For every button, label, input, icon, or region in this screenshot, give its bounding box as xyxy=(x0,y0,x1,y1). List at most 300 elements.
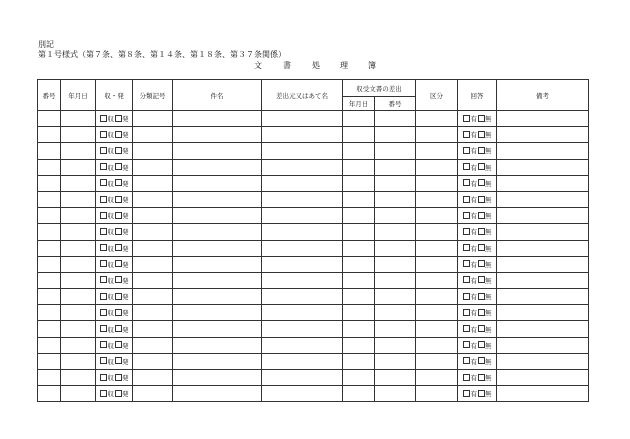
no-label: 無 xyxy=(485,147,492,156)
checkbox-icon[interactable] xyxy=(115,374,122,381)
table-cell[interactable] xyxy=(343,191,375,207)
send-label: 発 xyxy=(122,228,129,237)
reply-cell[interactable] xyxy=(458,208,497,224)
table-cell[interactable] xyxy=(61,321,96,337)
checkbox-icon[interactable] xyxy=(478,293,485,300)
table-cell[interactable] xyxy=(375,337,416,353)
recv-send-cell[interactable] xyxy=(96,240,133,256)
reply-cell[interactable] xyxy=(458,370,497,386)
table-cell[interactable] xyxy=(375,370,416,386)
table-cell[interactable] xyxy=(416,175,458,191)
table-cell[interactable] xyxy=(343,256,375,272)
table-cell[interactable] xyxy=(61,224,96,240)
checkbox-icon[interactable] xyxy=(100,260,107,267)
checkbox-icon[interactable] xyxy=(463,293,470,300)
col-header-recv-send: 収・発 xyxy=(96,80,133,111)
table-cell[interactable] xyxy=(173,321,262,337)
yes-label: 有 xyxy=(470,115,477,124)
recv-send-cell[interactable] xyxy=(96,159,133,175)
yes-label: 有 xyxy=(470,309,477,318)
checkbox-icon[interactable] xyxy=(463,163,470,170)
table-cell[interactable] xyxy=(343,111,375,127)
checkbox-icon[interactable] xyxy=(478,309,485,316)
table-cell[interactable] xyxy=(262,175,343,191)
checkbox-icon[interactable] xyxy=(100,309,107,316)
checkbox-icon[interactable] xyxy=(463,196,470,203)
send-label: 発 xyxy=(122,212,129,221)
recv-send-cell[interactable] xyxy=(96,386,133,402)
checkbox-icon[interactable] xyxy=(115,357,122,364)
table-cell[interactable] xyxy=(61,386,96,402)
checkbox-icon[interactable] xyxy=(115,212,122,219)
table-cell[interactable] xyxy=(343,240,375,256)
table-cell[interactable] xyxy=(173,127,262,143)
table-cell[interactable] xyxy=(173,256,262,272)
reply-cell[interactable] xyxy=(458,321,497,337)
table-cell[interactable] xyxy=(262,143,343,159)
table-cell[interactable] xyxy=(133,305,173,321)
table-cell[interactable] xyxy=(61,175,96,191)
checkbox-icon[interactable] xyxy=(100,276,107,283)
checkbox-icon[interactable] xyxy=(463,276,470,283)
table-cell[interactable] xyxy=(38,321,61,337)
table-cell[interactable] xyxy=(416,143,458,159)
table-cell[interactable] xyxy=(375,289,416,305)
table-cell[interactable] xyxy=(416,159,458,175)
table-cell[interactable] xyxy=(497,353,589,369)
checkbox-icon[interactable] xyxy=(478,390,485,397)
table-cell[interactable] xyxy=(262,386,343,402)
table-cell[interactable] xyxy=(133,127,173,143)
table-cell[interactable] xyxy=(262,159,343,175)
checkbox-icon[interactable] xyxy=(463,244,470,251)
table-cell[interactable] xyxy=(262,240,343,256)
checkbox-icon[interactable] xyxy=(100,196,107,203)
recv-send-cell[interactable] xyxy=(96,272,133,288)
table-cell[interactable] xyxy=(61,159,96,175)
table-cell[interactable] xyxy=(262,272,343,288)
recv-send-cell[interactable] xyxy=(96,256,133,272)
send-label: 発 xyxy=(122,341,129,350)
recv-send-cell[interactable] xyxy=(96,305,133,321)
table-cell[interactable] xyxy=(173,159,262,175)
table-cell[interactable] xyxy=(61,240,96,256)
recv-send-cell[interactable] xyxy=(96,224,133,240)
table-cell[interactable] xyxy=(343,337,375,353)
table-cell[interactable] xyxy=(262,305,343,321)
table-cell[interactable] xyxy=(343,175,375,191)
checkbox-icon[interactable] xyxy=(100,115,107,122)
send-label: 発 xyxy=(122,260,129,269)
table-cell[interactable] xyxy=(173,240,262,256)
reply-cell[interactable] xyxy=(458,224,497,240)
table-cell[interactable] xyxy=(61,272,96,288)
table-cell[interactable] xyxy=(38,143,61,159)
yes-label: 有 xyxy=(470,357,477,366)
table-cell[interactable] xyxy=(133,111,173,127)
table-cell[interactable] xyxy=(416,208,458,224)
table-cell[interactable] xyxy=(497,272,589,288)
table-cell[interactable] xyxy=(38,191,61,207)
table-cell[interactable] xyxy=(497,305,589,321)
table-cell[interactable] xyxy=(497,191,589,207)
table-cell[interactable] xyxy=(133,370,173,386)
reply-cell[interactable] xyxy=(458,240,497,256)
reply-cell[interactable] xyxy=(458,111,497,127)
checkbox-icon[interactable] xyxy=(115,196,122,203)
checkbox-icon[interactable] xyxy=(463,390,470,397)
table-cell[interactable] xyxy=(262,321,343,337)
table-cell[interactable] xyxy=(38,111,61,127)
reply-cell[interactable] xyxy=(458,289,497,305)
checkbox-icon[interactable] xyxy=(463,260,470,267)
table-cell[interactable] xyxy=(497,175,589,191)
table-cell[interactable] xyxy=(173,305,262,321)
table-cell[interactable] xyxy=(343,159,375,175)
checkbox-icon[interactable] xyxy=(100,325,107,332)
yes-label: 有 xyxy=(470,341,477,350)
table-cell[interactable] xyxy=(343,321,375,337)
table-cell[interactable] xyxy=(133,353,173,369)
recv-send-cell[interactable] xyxy=(96,175,133,191)
checkbox-icon[interactable] xyxy=(115,293,122,300)
recv-send-cell[interactable] xyxy=(96,337,133,353)
form-number: 第１号様式（第７条、第８条、第１４条、第１８条、第３７条関係） xyxy=(38,50,286,59)
recv-label: 収 xyxy=(107,115,114,124)
table-cell[interactable] xyxy=(173,353,262,369)
send-label: 発 xyxy=(122,179,129,188)
table-cell[interactable] xyxy=(38,353,61,369)
table-cell[interactable] xyxy=(38,127,61,143)
checkbox-icon[interactable] xyxy=(115,244,122,251)
table-cell[interactable] xyxy=(375,353,416,369)
table-cell[interactable] xyxy=(61,256,96,272)
checkbox-icon[interactable] xyxy=(463,374,470,381)
table-cell[interactable] xyxy=(416,256,458,272)
table-cell[interactable] xyxy=(38,386,61,402)
table-cell[interactable] xyxy=(133,386,173,402)
reply-cell[interactable] xyxy=(458,353,497,369)
table-cell[interactable] xyxy=(173,191,262,207)
checkbox-icon[interactable] xyxy=(478,244,485,251)
table-cell[interactable] xyxy=(173,224,262,240)
table-cell[interactable] xyxy=(38,224,61,240)
table-cell[interactable] xyxy=(61,143,96,159)
checkbox-icon[interactable] xyxy=(478,115,485,122)
yes-label: 有 xyxy=(470,147,477,156)
table-cell[interactable] xyxy=(375,272,416,288)
table-cell[interactable] xyxy=(375,143,416,159)
table-cell[interactable] xyxy=(416,321,458,337)
checkbox-icon[interactable] xyxy=(100,163,107,170)
table-cell[interactable] xyxy=(375,159,416,175)
checkbox-icon[interactable] xyxy=(100,147,107,154)
table-cell[interactable] xyxy=(133,272,173,288)
table-cell[interactable] xyxy=(343,127,375,143)
checkbox-icon[interactable] xyxy=(478,196,485,203)
checkbox-icon[interactable] xyxy=(463,357,470,364)
table-cell[interactable] xyxy=(343,224,375,240)
reply-cell[interactable] xyxy=(458,256,497,272)
table-cell[interactable] xyxy=(375,321,416,337)
table-cell[interactable] xyxy=(61,353,96,369)
table-cell[interactable] xyxy=(416,353,458,369)
table-cell[interactable] xyxy=(262,224,343,240)
table-cell[interactable] xyxy=(38,175,61,191)
yes-label: 有 xyxy=(470,276,477,285)
table-cell[interactable] xyxy=(375,256,416,272)
table-cell[interactable] xyxy=(416,305,458,321)
recv-label: 収 xyxy=(107,276,114,285)
table-cell[interactable] xyxy=(61,305,96,321)
table-cell[interactable] xyxy=(497,240,589,256)
checkbox-icon[interactable] xyxy=(115,131,122,138)
table-cell[interactable] xyxy=(38,305,61,321)
table-cell[interactable] xyxy=(133,191,173,207)
checkbox-icon[interactable] xyxy=(478,276,485,283)
table-cell[interactable] xyxy=(416,191,458,207)
table-row xyxy=(38,256,589,272)
checkbox-icon[interactable] xyxy=(115,276,122,283)
reply-cell[interactable] xyxy=(458,127,497,143)
checkbox-icon[interactable] xyxy=(115,390,122,397)
table-cell[interactable] xyxy=(497,289,589,305)
checkbox-icon[interactable] xyxy=(100,131,107,138)
checkbox-icon[interactable] xyxy=(115,309,122,316)
table-cell[interactable] xyxy=(262,208,343,224)
table-cell[interactable] xyxy=(375,386,416,402)
reply-cell[interactable] xyxy=(458,386,497,402)
yes-label: 有 xyxy=(470,244,477,253)
col-header-number: 番号 xyxy=(38,80,61,111)
checkbox-icon[interactable] xyxy=(115,325,122,332)
table-cell[interactable] xyxy=(497,111,589,127)
table-cell[interactable] xyxy=(133,240,173,256)
recv-send-cell[interactable] xyxy=(96,353,133,369)
recv-send-cell[interactable] xyxy=(96,111,133,127)
checkbox-icon[interactable] xyxy=(115,147,122,154)
table-cell[interactable] xyxy=(262,289,343,305)
table-cell[interactable] xyxy=(375,240,416,256)
table-cell[interactable] xyxy=(375,175,416,191)
table-cell[interactable] xyxy=(343,353,375,369)
table-cell[interactable] xyxy=(38,240,61,256)
checkbox-icon[interactable] xyxy=(463,309,470,316)
checkbox-icon[interactable] xyxy=(463,131,470,138)
table-cell[interactable] xyxy=(173,386,262,402)
table-cell[interactable] xyxy=(262,191,343,207)
recv-send-cell[interactable] xyxy=(96,289,133,305)
checkbox-icon[interactable] xyxy=(115,179,122,186)
table-cell[interactable] xyxy=(173,143,262,159)
table-cell[interactable] xyxy=(38,256,61,272)
recv-send-cell[interactable] xyxy=(96,191,133,207)
recv-send-cell[interactable] xyxy=(96,321,133,337)
table-cell[interactable] xyxy=(38,337,61,353)
recv-label: 収 xyxy=(107,260,114,269)
table-cell[interactable] xyxy=(416,272,458,288)
table-cell[interactable] xyxy=(61,289,96,305)
table-cell[interactable] xyxy=(343,143,375,159)
table-cell[interactable] xyxy=(133,256,173,272)
table-cell[interactable] xyxy=(173,370,262,386)
col-header-division: 区分 xyxy=(416,80,458,111)
col-header-remarks: 備考 xyxy=(497,80,589,111)
table-cell[interactable] xyxy=(416,289,458,305)
table-cell[interactable] xyxy=(375,111,416,127)
table-cell[interactable] xyxy=(173,289,262,305)
checkbox-icon[interactable] xyxy=(463,228,470,235)
reply-cell[interactable] xyxy=(458,305,497,321)
table-cell[interactable] xyxy=(375,191,416,207)
checkbox-icon[interactable] xyxy=(478,212,485,219)
table-cell[interactable] xyxy=(38,272,61,288)
table-cell[interactable] xyxy=(343,289,375,305)
table-cell[interactable] xyxy=(133,337,173,353)
table-cell[interactable] xyxy=(262,370,343,386)
table-cell[interactable] xyxy=(262,127,343,143)
table-cell[interactable] xyxy=(262,256,343,272)
table-cell[interactable] xyxy=(133,289,173,305)
table-cell[interactable] xyxy=(61,111,96,127)
table-cell[interactable] xyxy=(133,143,173,159)
table-row xyxy=(38,289,589,305)
checkbox-icon[interactable] xyxy=(100,244,107,251)
table-cell[interactable] xyxy=(133,208,173,224)
table-cell[interactable] xyxy=(262,353,343,369)
table-cell[interactable] xyxy=(416,337,458,353)
checkbox-icon[interactable] xyxy=(463,212,470,219)
checkbox-icon[interactable] xyxy=(478,131,485,138)
table-cell[interactable] xyxy=(61,191,96,207)
checkbox-icon[interactable] xyxy=(115,341,122,348)
checkbox-icon[interactable] xyxy=(100,228,107,235)
table-cell[interactable] xyxy=(173,272,262,288)
table-cell[interactable] xyxy=(133,224,173,240)
table-cell[interactable] xyxy=(262,111,343,127)
checkbox-icon[interactable] xyxy=(115,228,122,235)
checkbox-icon[interactable] xyxy=(478,341,485,348)
table-cell[interactable] xyxy=(497,208,589,224)
checkbox-icon[interactable] xyxy=(463,341,470,348)
table-cell[interactable] xyxy=(173,175,262,191)
checkbox-icon[interactable] xyxy=(115,260,122,267)
table-cell[interactable] xyxy=(343,305,375,321)
table-cell[interactable] xyxy=(343,386,375,402)
yes-label: 有 xyxy=(470,293,477,302)
table-row xyxy=(38,159,589,175)
table-cell[interactable] xyxy=(497,337,589,353)
table-cell[interactable] xyxy=(497,321,589,337)
table-cell[interactable] xyxy=(343,208,375,224)
table-cell[interactable] xyxy=(416,224,458,240)
table-cell[interactable] xyxy=(375,127,416,143)
table-cell[interactable] xyxy=(38,159,61,175)
checkbox-icon[interactable] xyxy=(478,147,485,154)
checkbox-icon[interactable] xyxy=(478,163,485,170)
table-cell[interactable] xyxy=(173,111,262,127)
reply-cell[interactable] xyxy=(458,175,497,191)
checkbox-icon[interactable] xyxy=(100,179,107,186)
table-cell[interactable] xyxy=(173,208,262,224)
table-cell[interactable] xyxy=(133,175,173,191)
table-cell[interactable] xyxy=(262,337,343,353)
checkbox-icon[interactable] xyxy=(463,325,470,332)
table-cell[interactable] xyxy=(375,208,416,224)
recv-send-cell[interactable] xyxy=(96,370,133,386)
table-cell[interactable] xyxy=(38,370,61,386)
table-cell[interactable] xyxy=(497,224,589,240)
yes-label: 有 xyxy=(470,228,477,237)
table-cell[interactable] xyxy=(416,240,458,256)
table-cell[interactable] xyxy=(343,370,375,386)
checkbox-icon[interactable] xyxy=(478,357,485,364)
table-cell[interactable] xyxy=(38,289,61,305)
checkbox-icon[interactable] xyxy=(463,179,470,186)
checkbox-icon[interactable] xyxy=(115,163,122,170)
recv-send-cell[interactable] xyxy=(96,208,133,224)
table-cell[interactable] xyxy=(61,370,96,386)
table-row xyxy=(38,337,589,353)
table-cell[interactable] xyxy=(497,370,589,386)
send-label: 発 xyxy=(122,374,129,383)
reply-cell[interactable] xyxy=(458,159,497,175)
checkbox-icon[interactable] xyxy=(478,260,485,267)
checkbox-icon[interactable] xyxy=(100,390,107,397)
table-cell[interactable] xyxy=(497,143,589,159)
checkbox-icon[interactable] xyxy=(100,293,107,300)
checkbox-icon[interactable] xyxy=(100,374,107,381)
checkbox-icon[interactable] xyxy=(478,374,485,381)
table-cell[interactable] xyxy=(61,208,96,224)
table-cell[interactable] xyxy=(375,224,416,240)
checkbox-icon[interactable] xyxy=(100,341,107,348)
checkbox-icon[interactable] xyxy=(115,115,122,122)
reply-cell[interactable] xyxy=(458,337,497,353)
recv-label: 収 xyxy=(107,212,114,221)
table-cell[interactable] xyxy=(416,386,458,402)
checkbox-icon[interactable] xyxy=(100,357,107,364)
checkbox-icon[interactable] xyxy=(478,325,485,332)
table-cell[interactable] xyxy=(416,111,458,127)
table-cell[interactable] xyxy=(416,127,458,143)
table-cell[interactable] xyxy=(173,337,262,353)
table-cell[interactable] xyxy=(133,159,173,175)
recv-send-cell[interactable] xyxy=(96,143,133,159)
table-cell[interactable] xyxy=(61,337,96,353)
checkbox-icon[interactable] xyxy=(478,179,485,186)
table-cell[interactable] xyxy=(38,208,61,224)
checkbox-icon[interactable] xyxy=(463,147,470,154)
table-cell[interactable] xyxy=(416,370,458,386)
table-cell[interactable] xyxy=(133,321,173,337)
table-cell[interactable] xyxy=(61,127,96,143)
checkbox-icon[interactable] xyxy=(478,228,485,235)
table-cell[interactable] xyxy=(497,127,589,143)
table-cell[interactable] xyxy=(375,305,416,321)
table-cell[interactable] xyxy=(497,256,589,272)
reply-cell[interactable] xyxy=(458,143,497,159)
checkbox-icon[interactable] xyxy=(463,115,470,122)
reply-cell[interactable] xyxy=(458,272,497,288)
table-cell[interactable] xyxy=(497,159,589,175)
checkbox-icon[interactable] xyxy=(100,212,107,219)
col-header-class-code: 分類記号 xyxy=(133,80,173,111)
recv-send-cell[interactable] xyxy=(96,127,133,143)
table-cell[interactable] xyxy=(497,386,589,402)
table-cell[interactable] xyxy=(343,272,375,288)
reply-cell[interactable] xyxy=(458,191,497,207)
